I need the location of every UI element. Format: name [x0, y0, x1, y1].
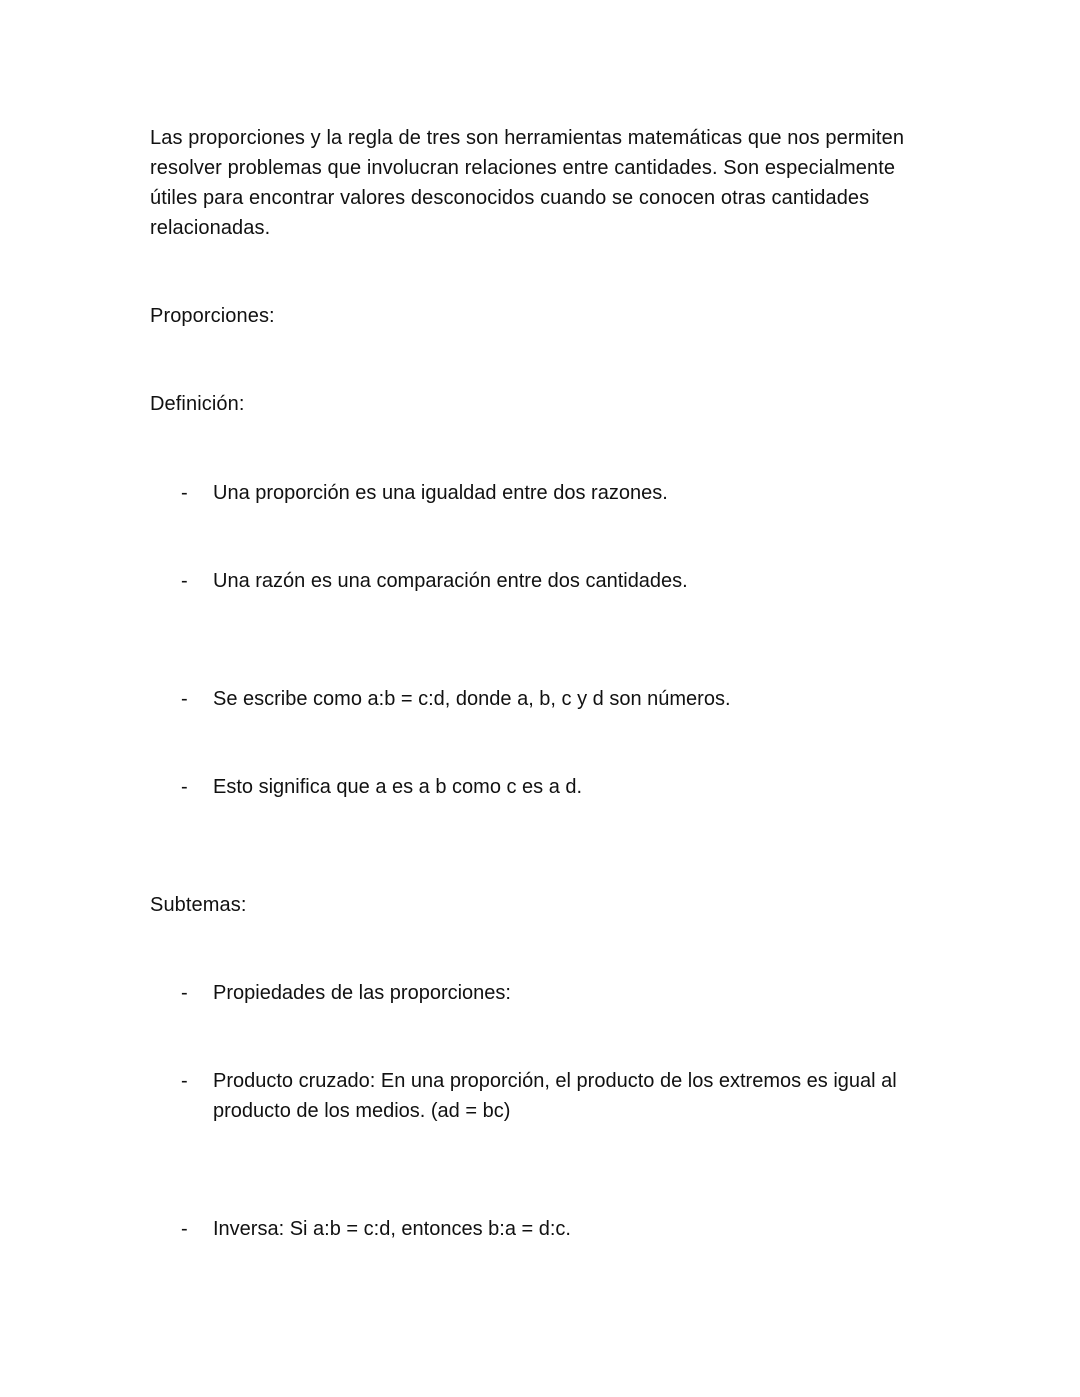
subtema-propiedades: Propiedades de las proporciones: [213, 982, 511, 1004]
heading-definicion: Definición: [150, 393, 245, 415]
heading-proporciones: Proporciones: [150, 305, 275, 327]
bullet-marker: - [181, 776, 188, 798]
subtema-line: producto de los medios. (ad = bc) [213, 1100, 511, 1122]
intro-line: resolver problemas que involucran relaciones entre cantidades. Son especialmente [150, 157, 896, 179]
definicion-item: Se escribe como a:b = c:d, donde a, b, c y d son números. [213, 688, 731, 710]
definicion-item: Una proporción es una igualdad entre dos razones. [213, 482, 668, 504]
heading-subtemas: Subtemas: [150, 894, 247, 916]
intro-line: útiles para encontrar valores desconocidos cuando se conocen otras cantidades [150, 187, 870, 209]
subtema-inversa: Inversa: Si a:b = c:d, entonces b:a = d:c. [213, 1218, 571, 1240]
bullet-marker: - [181, 482, 188, 504]
definicion-item: Una razón es una comparación entre dos cantidades. [213, 570, 688, 592]
intro-paragraph [150, 123, 930, 243]
bullet-marker: - [181, 1070, 188, 1092]
bullet-marker: - [181, 982, 188, 1004]
subtema-producto-cruzado [213, 1066, 897, 1126]
intro-line: relacionadas. [150, 217, 271, 239]
definicion-item: Esto significa que a es a b como c es a d. [213, 776, 583, 798]
bullet-marker: - [181, 688, 188, 710]
bullet-marker: - [181, 1218, 188, 1240]
bullet-marker: - [181, 570, 188, 592]
subtema-line: Producto cruzado: En una proporción, el producto de los extremos es igual al [213, 1070, 897, 1092]
intro-line: Las proporciones y la regla de tres son herramientas matemáticas que nos permiten [150, 127, 905, 149]
